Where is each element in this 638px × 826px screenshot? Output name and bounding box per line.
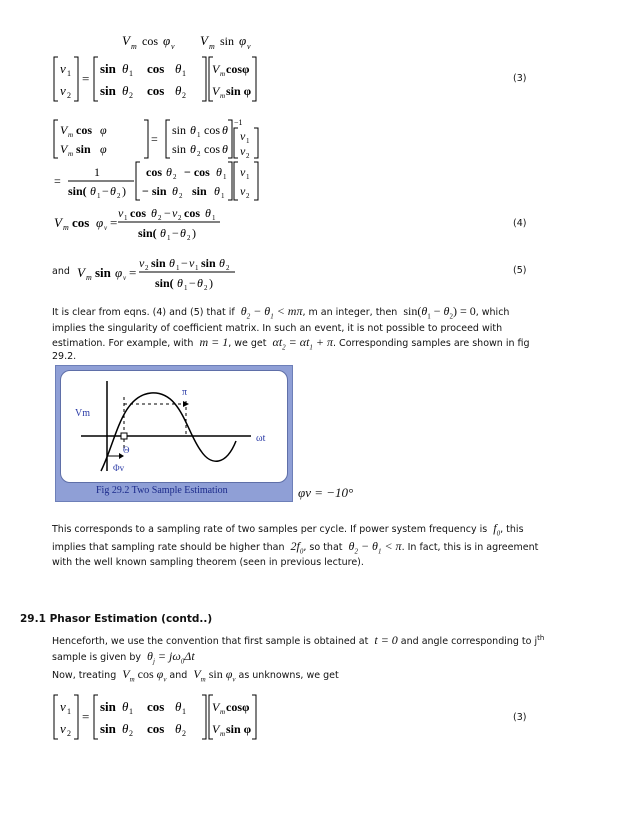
svg-text:− sin: − sin	[142, 184, 167, 198]
svg-text:θ: θ	[122, 61, 129, 76]
inline-formula-sin-zero: $\sin(\theta_1 - \theta_2) = 0$	[400, 304, 476, 321]
svg-text:v: v	[139, 256, 145, 270]
p3-l1-sup: th	[537, 634, 545, 642]
svg-text:1: 1	[167, 234, 171, 242]
svg-text:1: 1	[223, 173, 227, 181]
p2-l1-b: , this	[500, 524, 524, 535]
eq5-prefix: and	[52, 266, 70, 277]
sine-wave	[101, 393, 236, 471]
svg-text:V: V	[212, 84, 220, 98]
svg-text:1: 1	[129, 69, 133, 78]
svg-text:2: 2	[129, 91, 133, 100]
svg-text:−1: −1	[234, 118, 243, 127]
svg-text:2: 2	[158, 214, 162, 222]
inline-formula-theta-diff: $\theta_2 - \theta_1 < m\pi$	[237, 304, 303, 321]
svg-text:2: 2	[117, 192, 121, 200]
inverse-equation	[52, 118, 262, 160]
svg-text:1: 1	[97, 192, 101, 200]
svg-text:2: 2	[178, 214, 182, 222]
svg-text:2: 2	[204, 284, 208, 292]
svg-text:V: V	[54, 215, 62, 230]
section-heading	[20, 613, 212, 625]
paragraph-3-line-3	[52, 668, 339, 686]
svg-text:1: 1	[67, 707, 71, 716]
inline-formula-t0: t = 0	[371, 633, 401, 648]
svg-text:sin: sin	[192, 184, 207, 198]
svg-text:V: V	[77, 265, 85, 280]
phi-value: φv = −10°	[298, 485, 354, 500]
svg-text:θ: θ	[172, 184, 178, 198]
svg-text:sin: sin	[151, 256, 166, 270]
svg-text:cos: cos	[142, 34, 158, 48]
svg-text:1: 1	[195, 264, 199, 272]
svg-text:2: 2	[246, 152, 250, 160]
paragraph-2-line-3: with the well known sampling theorem (seen in previous lecture).	[52, 557, 364, 568]
label-phi: Φv	[113, 463, 125, 473]
p3-l3-a: Now, treating	[52, 670, 117, 681]
svg-text:2: 2	[197, 150, 201, 158]
svg-text:=: =	[82, 71, 90, 86]
svg-text:sin: sin	[172, 123, 187, 137]
svg-text:cosφ: cosφ	[226, 62, 250, 76]
svg-text:V: V	[212, 722, 220, 736]
svg-text:1: 1	[129, 707, 133, 716]
svg-text:2: 2	[226, 264, 230, 272]
svg-text:2: 2	[129, 729, 133, 738]
svg-text:2: 2	[246, 192, 250, 200]
svg-text:θ: θ	[110, 184, 116, 198]
p1-l1-b: , m an integer, then	[302, 307, 398, 318]
svg-text:θ: θ	[151, 206, 157, 220]
svg-text:cos: cos	[147, 83, 165, 98]
svg-text:sin(: sin(	[138, 226, 157, 240]
svg-text:θ: θ	[175, 61, 182, 76]
svg-text:1: 1	[94, 165, 100, 179]
svg-text:v: v	[123, 274, 127, 282]
p3-l3-b: and	[169, 670, 188, 681]
svg-text:θ: θ	[205, 206, 211, 220]
svg-text:v: v	[240, 165, 246, 179]
svg-text:cosφ: cosφ	[226, 700, 250, 714]
svg-text:φ: φ	[115, 265, 123, 280]
p1-l3-a: estimation. For example, with	[52, 338, 194, 349]
figure-29-2	[55, 365, 293, 502]
svg-text:sin: sin	[100, 699, 116, 714]
p2-l2-a: implies that sampling rate should be higher than	[52, 542, 285, 553]
svg-text:1: 1	[197, 131, 201, 139]
svg-text:=: =	[110, 215, 118, 230]
svg-text:θ: θ	[175, 699, 182, 714]
label-vm: Vm	[75, 408, 90, 419]
inline-formula-m1: m = 1	[196, 335, 229, 349]
inline-formula-vmsin: $V_m$ $\sin \varphi_v$	[193, 667, 236, 684]
svg-text:m: m	[68, 131, 74, 139]
p2-l1-a: This corresponds to a sampling rate of two samples per cycle. If power system frequency is	[52, 524, 488, 535]
svg-text:φ: φ	[100, 123, 107, 137]
svg-text:m: m	[63, 223, 69, 232]
svg-text:m: m	[68, 150, 74, 158]
svg-text:1: 1	[246, 137, 250, 145]
svg-text:−: −	[189, 276, 196, 290]
svg-text:1: 1	[67, 69, 71, 78]
figure-caption: Fig 29.2 Two Sample Estimation	[96, 485, 228, 496]
svg-text:v: v	[118, 206, 124, 220]
svg-text:sin: sin	[220, 34, 235, 48]
header-terms-formula	[120, 30, 280, 52]
equation-number-3-repeat: (3)	[513, 712, 527, 723]
svg-text:θ: θ	[190, 142, 196, 156]
p2-l2-c: . In fact, this is in agreement	[401, 542, 539, 553]
paragraph-1-line-2: implies the singularity of coefficient matrix. In such an event, it is not possible to proceed with	[52, 323, 503, 334]
svg-text:θ: θ	[175, 721, 182, 736]
svg-text:sin: sin	[201, 256, 216, 270]
paragraph-3-line-2	[52, 650, 195, 668]
paragraph-3-line-1	[52, 632, 544, 648]
svg-text:2: 2	[187, 234, 191, 242]
svg-text:): )	[122, 184, 126, 198]
svg-text:2: 2	[173, 173, 177, 181]
inverse-expanded-equation	[52, 160, 272, 202]
svg-text:cos: cos	[147, 699, 165, 714]
p1-l1-a: It is clear from eqns. (4) and (5) that if	[52, 307, 235, 318]
svg-text:cos: cos	[204, 142, 220, 156]
svg-text:sin φ: sin φ	[226, 722, 252, 736]
p2-l2-b: , so that	[303, 542, 343, 553]
svg-text:θ: θ	[90, 184, 96, 198]
svg-text:v: v	[60, 721, 66, 736]
svg-text:1: 1	[212, 214, 216, 222]
svg-text:v: v	[60, 83, 66, 98]
svg-text:θ: θ	[222, 123, 228, 137]
p3-l3-c: as unknowns, we get	[238, 670, 339, 681]
svg-text:sin(: sin(	[68, 184, 87, 198]
svg-text:V: V	[200, 33, 208, 48]
svg-text:v: v	[189, 256, 195, 270]
svg-text:cos: cos	[204, 123, 220, 137]
svg-text:sin φ: sin φ	[226, 84, 252, 98]
svg-text:=: =	[151, 132, 158, 146]
equation-4	[52, 203, 232, 243]
svg-text:V: V	[212, 62, 220, 76]
svg-text:1: 1	[176, 264, 180, 272]
svg-text:φ: φ	[100, 142, 107, 156]
svg-text:1: 1	[182, 707, 186, 716]
figure-plot	[61, 371, 287, 482]
svg-text:m: m	[220, 70, 226, 78]
svg-text:θ: θ	[219, 256, 225, 270]
svg-text:m: m	[220, 708, 226, 716]
label-theta: Θ	[123, 445, 130, 455]
svg-text:v: v	[240, 184, 246, 198]
svg-text:v: v	[60, 61, 66, 76]
svg-text:V: V	[122, 33, 130, 48]
svg-text:=: =	[82, 709, 90, 724]
svg-text:−: −	[181, 256, 188, 270]
svg-text:): )	[209, 276, 213, 290]
equation-number-3: (3)	[513, 73, 527, 84]
svg-text:cos: cos	[147, 61, 165, 76]
svg-text:2: 2	[67, 729, 71, 738]
svg-text:m: m	[209, 42, 215, 51]
p1-l3-b: , we get	[228, 338, 267, 349]
svg-text:−: −	[102, 184, 109, 198]
inline-formula-thetaj: $\theta_j = j\omega_0\Delta t$	[144, 649, 195, 666]
svg-text:v: v	[172, 206, 178, 220]
svg-text:sin: sin	[100, 61, 116, 76]
svg-text:θ: θ	[122, 83, 129, 98]
svg-text:φ: φ	[163, 33, 171, 48]
svg-text:1: 1	[246, 173, 250, 181]
paragraph-1-line-4: 29.2.	[52, 351, 77, 362]
svg-text:θ: θ	[214, 184, 220, 198]
svg-text:θ: θ	[177, 276, 183, 290]
equation-number-5: (5)	[513, 265, 527, 276]
svg-text:sin: sin	[95, 265, 111, 280]
svg-text:m: m	[220, 730, 226, 738]
svg-text:φ: φ	[96, 215, 104, 230]
svg-text:m: m	[220, 92, 226, 100]
label-wt: ωt	[256, 433, 266, 444]
svg-text:): )	[192, 226, 196, 240]
svg-text:θ: θ	[180, 226, 186, 240]
p1-l1-c: , which	[475, 307, 510, 318]
svg-text:θ: θ	[216, 165, 222, 179]
paragraph-2-line-1	[52, 522, 524, 540]
svg-text:cos: cos	[130, 206, 146, 220]
figure-plot-area	[60, 370, 288, 483]
svg-text:v: v	[171, 42, 175, 51]
paragraph-1-line-3	[52, 336, 530, 354]
inline-formula-vmcos: $V_m$ $\cos \varphi_v$	[122, 667, 167, 684]
svg-text:1: 1	[182, 69, 186, 78]
p3-l2: sample is given by	[52, 652, 141, 663]
svg-text:θ: θ	[197, 276, 203, 290]
svg-text:1: 1	[221, 192, 225, 200]
svg-text:θ: θ	[122, 699, 129, 714]
svg-text:cos: cos	[184, 206, 200, 220]
svg-text:cos: cos	[76, 123, 92, 137]
inline-formula-theta-pi: $\theta_2 - \theta_1 < \pi$	[345, 539, 402, 556]
p3-l1-a: Henceforth, we use the convention that first sample is obtained at	[52, 636, 369, 648]
equation-3-matrix-repeat	[52, 693, 262, 743]
svg-text:θ: θ	[169, 256, 175, 270]
svg-text:θ: θ	[175, 83, 182, 98]
svg-text:φ: φ	[239, 33, 247, 48]
p3-l1-b: and angle corresponding to j	[400, 636, 538, 648]
svg-text:2: 2	[145, 264, 149, 272]
svg-text:=: =	[129, 265, 137, 280]
inline-formula-f0: $f_0$	[490, 521, 501, 538]
svg-text:v: v	[60, 699, 66, 714]
inline-formula-alpha: $\alpha t_2 = \alpha t_1 + \pi$	[269, 335, 334, 352]
svg-text:sin: sin	[100, 721, 116, 736]
svg-text:2: 2	[179, 192, 183, 200]
svg-text:θ: θ	[166, 165, 172, 179]
svg-text:v: v	[240, 129, 246, 143]
svg-text:θ: θ	[122, 721, 129, 736]
label-pi: π	[182, 387, 188, 398]
equation-number-4: (4)	[513, 218, 527, 229]
svg-text:−: −	[164, 206, 171, 220]
svg-text:=: =	[54, 174, 61, 188]
header-terms	[120, 30, 280, 56]
svg-text:sin: sin	[172, 142, 187, 156]
svg-text:1: 1	[184, 284, 188, 292]
svg-text:−: −	[172, 226, 179, 240]
svg-text:cos: cos	[146, 165, 162, 179]
svg-text:sin: sin	[76, 142, 91, 156]
svg-text:V: V	[60, 142, 68, 156]
section-number: 29.1	[20, 613, 46, 625]
svg-text:1: 1	[124, 214, 128, 222]
svg-text:v: v	[104, 224, 108, 232]
svg-text:θ: θ	[160, 226, 166, 240]
inline-formula-2f0: $2f_0$	[287, 539, 304, 556]
sample-marker	[121, 433, 127, 439]
svg-text:m: m	[131, 42, 137, 51]
svg-text:cos: cos	[72, 215, 90, 230]
svg-text:θ: θ	[190, 123, 196, 137]
svg-text:v: v	[240, 144, 246, 158]
equation-3-matrix	[52, 55, 262, 105]
svg-text:2: 2	[67, 91, 71, 100]
svg-text:v: v	[247, 42, 251, 51]
svg-text:V: V	[212, 700, 220, 714]
paragraph-1-line-1	[52, 305, 509, 323]
svg-text:cos: cos	[147, 721, 165, 736]
p1-l3-c: . Corresponding samples are shown in fig	[333, 338, 530, 349]
svg-text:sin(: sin(	[155, 276, 174, 290]
svg-text:− cos: − cos	[184, 165, 210, 179]
svg-text:2: 2	[182, 91, 186, 100]
svg-text:sin: sin	[100, 83, 116, 98]
svg-text:V: V	[60, 123, 68, 137]
svg-text:m: m	[86, 273, 92, 282]
equation-5	[75, 253, 245, 293]
section-title: Phasor Estimation (contd..)	[49, 613, 213, 625]
svg-text:2: 2	[182, 729, 186, 738]
svg-text:θ: θ	[222, 142, 228, 156]
